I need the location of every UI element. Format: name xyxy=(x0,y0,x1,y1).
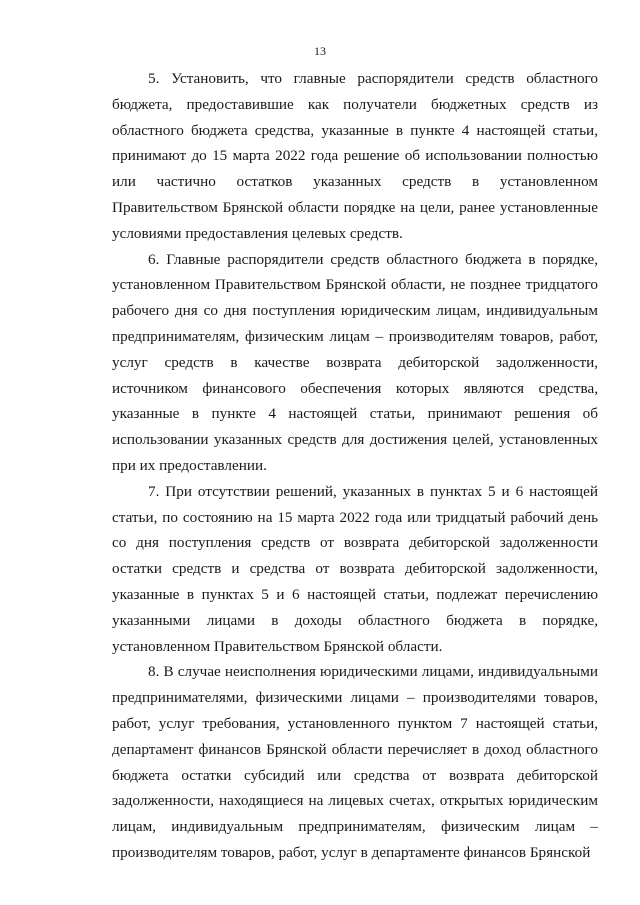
page-number: 13 xyxy=(314,44,326,58)
paragraph-6: 6. Главные распорядители средств областного бюджета в порядке, установленном Правительством Брянской области, не позднее тридцатого рабочего дня со дня поступления юридическим лицам, индивидуальным предпринимателям, физическим лицам – производителям товаров, работ, услуг средств в качестве возврата дебиторской задолженности, источником финансового обеспечения которых являются средства, указанные в пункте 4 настоящей статьи, принимают решения об использовании указанных средств для достижения целей, установленных при их предоставлении. xyxy=(112,250,598,474)
paragraph-5: 5. Установить, что главные распорядители средств областного бюджета, предоставившие как получатели бюджетных средств из областного бюджета средства, указанные в пункте 4 настоящей статьи, принимают до 15 марта 2022 года решение об использовании полностью или частично остатков указанных средств в установленном Правительством Брянской области порядке на цели, ранее установленные условиями предоставления целевых средств. xyxy=(112,70,598,242)
document-body xyxy=(112,66,598,866)
paragraph-8: 8. В случае неисполнения юридическими лицами, индивидуальными предпринимателями, физическими лицами – производителями товаров, работ, услуг требования, установленного пунктом 7 настоящей статьи, департамент финансов Брянской области перечисляет в доход областного бюджета остатки субсидий или средства от возврата дебиторской задолженности, находящиеся на лицевых счетах, открытых юридическим лицам, индивидуальным предпринимателям, физическим лицам – производителям товаров, работ, услуг в департаменте финансов Брянской xyxy=(112,663,598,861)
paragraph-7: 7. При отсутствии решений, указанных в пунктах 5 и 6 настоящей статьи, по состоянию на 15 марта 2022 года или тридцатый рабочий день со дня поступления средств от возврата дебиторской задолженности остатки средств и средства от возврата дебиторской задолженности, указанные в пунктах 5 и 6 настоящей статьи, подлежат перечислению указанными лицами в доходы областного бюджета в порядке, установленном Правительством Брянской области. xyxy=(112,482,598,655)
